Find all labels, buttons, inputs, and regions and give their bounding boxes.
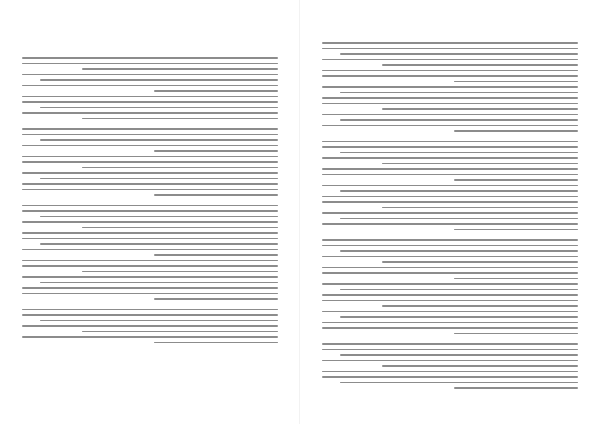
right-page bbox=[300, 0, 600, 424]
left-page-text bbox=[22, 55, 278, 350]
text-line bbox=[22, 340, 278, 346]
right-page-text bbox=[322, 40, 578, 392]
text-line bbox=[322, 385, 578, 391]
